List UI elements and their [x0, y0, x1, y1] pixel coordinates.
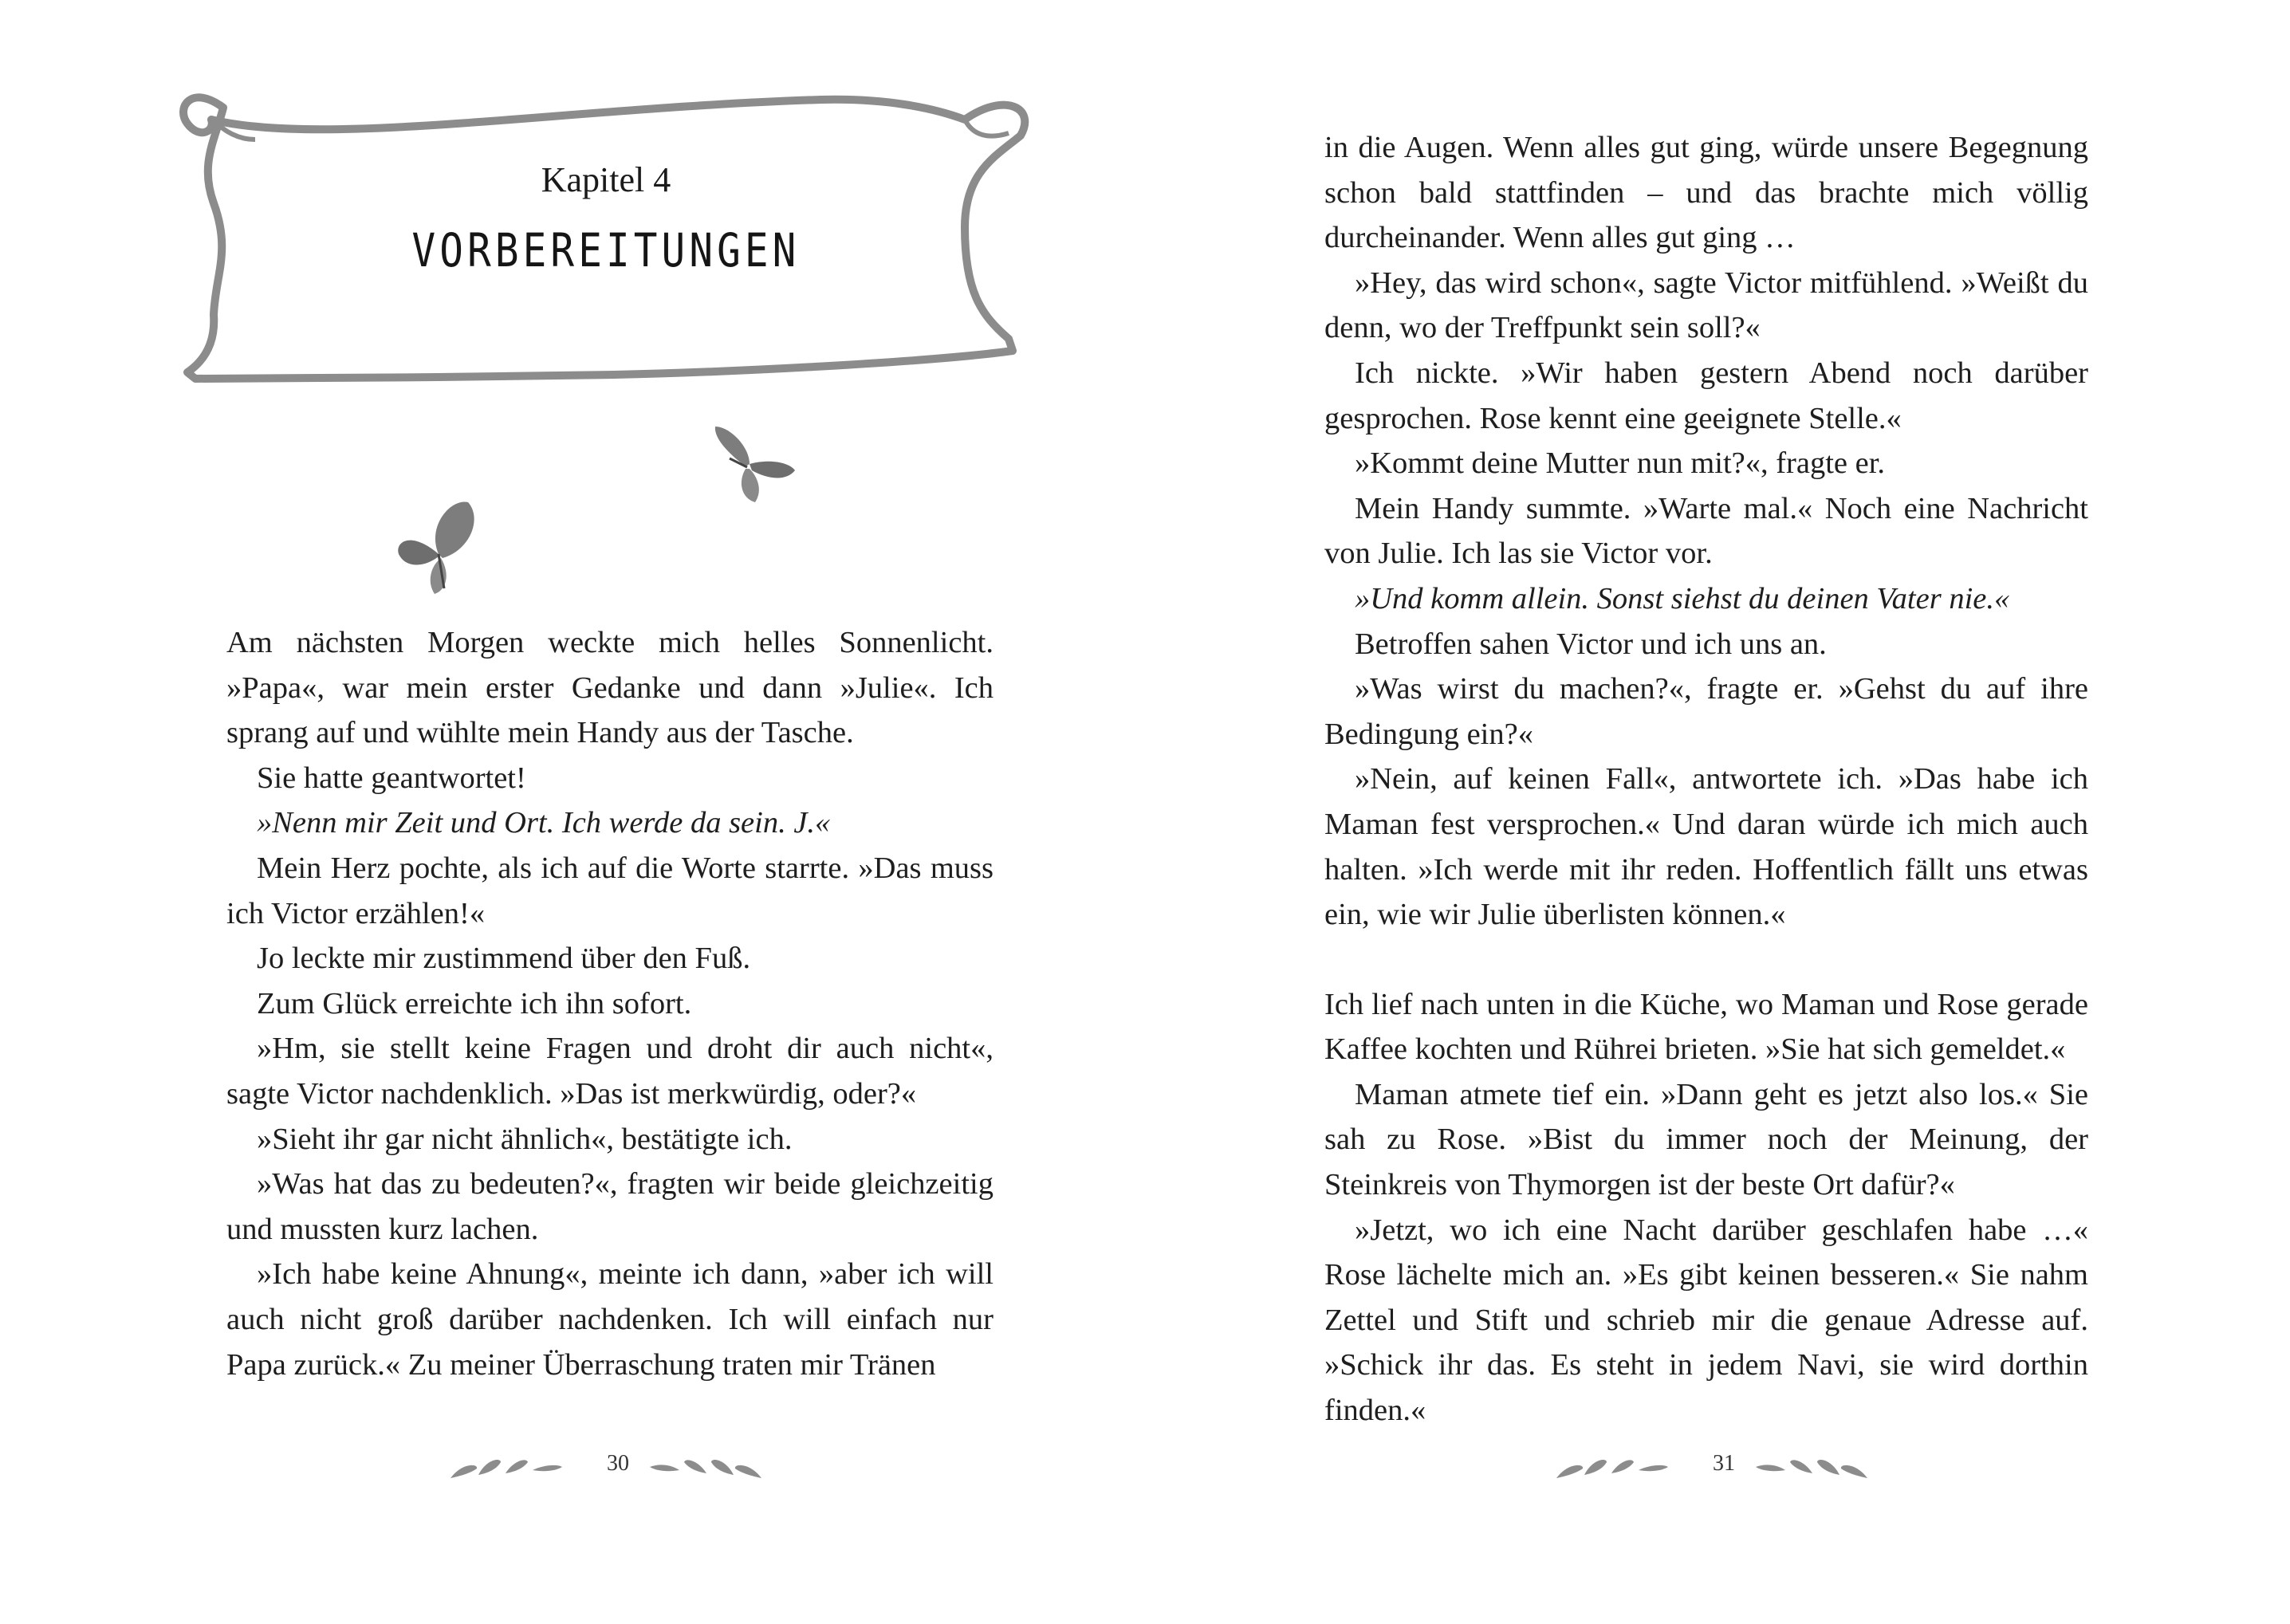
- paragraph: »Sieht ihr gar nicht ähnlich«, bestätigte ich.: [257, 1122, 793, 1156]
- paragraph: Ich lief nach unten in die Küche, wo Maman und Rose gerade Kaffee kochten und Rührei brieten. »Sie hat sich gemeldet.«: [1324, 987, 2088, 1067]
- leaf-ornament-right-icon: [646, 1454, 765, 1481]
- paragraph: Am nächsten Morgen weckte mich helles Sonnenlicht. »Papa«, war mein erster Gedanke und dann »Julie«. Ich sprang auf und wühlte mein Handy aus der Tasche.: [226, 626, 994, 750]
- message-quote: »Und komm allein. Sonst siehst du deinen Vater nie.«: [1355, 581, 2010, 615]
- paragraph: Zum Glück erreichte ich ihn sofort.: [257, 986, 692, 1020]
- chapter-title: VORBEREITUNGEN: [411, 223, 801, 277]
- leaf-ornament-left-icon: [447, 1454, 566, 1481]
- paragraph: »Hm, sie stellt keine Fragen und droht dir auch nicht«, sagte Victor nachdenklich. »Das ist merkwürdig, oder?«: [226, 1032, 994, 1111]
- paragraph: Ich nickte. »Wir haben gestern Abend noch darüber gesprochen. Rose kennt eine geeignete Stelle.«: [1324, 356, 2088, 435]
- paragraph: Mein Herz pochte, als ich auf die Worte starrte. »Das muss ich Victor erzählen!«: [226, 851, 994, 930]
- message-quote: »Nenn mir Zeit und Ort. Ich werde da sein. J.«: [257, 806, 831, 840]
- paragraph: Sie hatte geantwortet!: [257, 761, 526, 795]
- chapter-banner: [167, 76, 1045, 411]
- paragraph: »Jetzt, wo ich eine Nacht darüber geschlafen habe …« Rose lächelte mich an. »Es gibt keinen besseren.« Sie nahm Zettel und Stift und schrieb mir die genaue Adresse auf. »Schick ihr das. Es steht in jedem Navi, sie wird dorthin finden.«: [1324, 1213, 2088, 1428]
- right-page: [1145, 0, 2290, 1624]
- paragraph: »Nein, auf keinen Fall«, antwortete ich. »Das habe ich Maman fest versprochen.« Und daran würde ich mich auch halten. »Ich werde mit ihr reden. Hoffentlich fällt uns etwas ein, wie wir Julie überlisten können.«: [1324, 762, 2088, 932]
- left-body-text: [226, 620, 994, 1387]
- paragraph: Mein Handy summte. »Warte mal.« Noch eine Nachricht von Julie. Ich las sie Victor vor.: [1324, 491, 2088, 571]
- paragraph: Maman atmete tief ein. »Dann geht es jetzt also los.« Sie sah zu Rose. »Bist du immer noch der Meinung, der Steinkreis von Thymorgen ist der beste Ort dafür?«: [1324, 1077, 2088, 1202]
- butterfly-icon: [395, 494, 490, 598]
- paragraph: »Was hat das zu bedeuten?«, fragten wir beide gleichzeitig und mussten kurz lachen.: [226, 1167, 994, 1246]
- leaf-ornament-left-icon: [1552, 1454, 1672, 1481]
- paragraph: Betroffen sahen Victor und ich uns an.: [1355, 627, 1827, 661]
- paragraph: »Was wirst du machen?«, fragte er. »Gehst du auf ihre Bedingung ein?«: [1324, 672, 2088, 751]
- right-body-text: [1324, 125, 2088, 1433]
- chapter-label: Kapitel 4: [541, 160, 671, 199]
- paragraph: »Kommt deine Mutter nun mit?«, fragte er.: [1355, 446, 1886, 481]
- leaf-ornament-right-icon: [1752, 1454, 1871, 1481]
- page-number: 30: [607, 1451, 629, 1476]
- paragraph: Jo leckte mir zustimmend über den Fuß.: [257, 942, 751, 976]
- paragraph: »Hey, das wird schon«, sagte Victor mitfühlend. »Weißt du denn, wo der Treffpunkt sein soll?«: [1324, 265, 2088, 345]
- page-number: 31: [1713, 1451, 1735, 1476]
- paragraph: »Ich habe keine Ahnung«, meinte ich dann, »aber ich will auch nicht groß darüber nachdenken. Ich will einfach nur Papa zurück.« Zu meiner Überraschung traten mir Tränen: [226, 1257, 994, 1382]
- butterfly-icon: [706, 423, 801, 510]
- paragraph: in die Augen. Wenn alles gut ging, würde unsere Begegnung schon bald stattfinden – und das brachte mich völlig durcheinander. Wenn alles gut ging …: [1324, 131, 2088, 255]
